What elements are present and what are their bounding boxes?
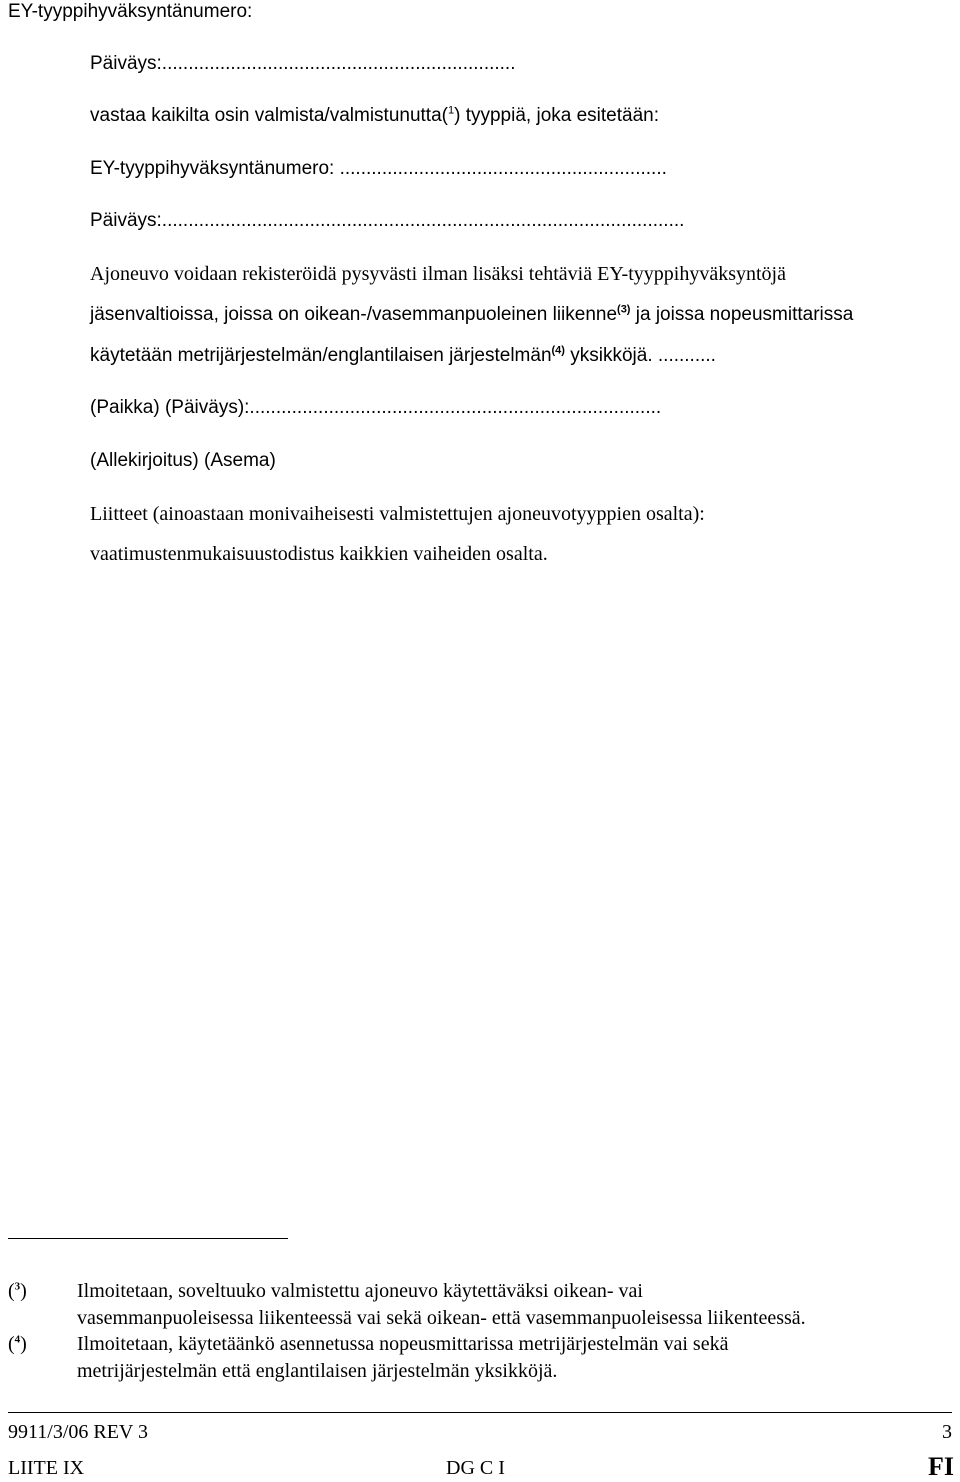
footnote-4-marker: ($^4$) xyxy=(8,1333,27,1355)
document-reference: 9911/3/06 REV 3 xyxy=(8,1421,149,1443)
place-date-line: (Paikka) (Päiväys):.............................................................................. xyxy=(90,397,662,418)
type-approval-number-label-2: EY-tyyppihyväksyntänumero: .............................................................. xyxy=(90,158,667,179)
registration-paragraph-line-2: jäsenvaltioissa, joissa on oikean-/vasemmanpuoleinen liikenne$^{(3)}$ ja joissa nopeusmittarissa xyxy=(90,303,854,325)
footnote-3-marker: ($^3$) xyxy=(8,1280,27,1302)
date-line-1 xyxy=(90,52,516,76)
type-approval-number-line-top xyxy=(8,0,252,24)
signature-position-line: (Allekirjoitus) (Asema) xyxy=(90,450,276,471)
footnote-ref-4: (4) xyxy=(551,344,565,357)
footnote-separator xyxy=(8,1238,288,1239)
attachments-line-2: vaatimustenmukaisuustodistus kaikkien vaiheiden osalta. xyxy=(90,543,548,565)
date-label-2: Päiväys:................................................................................................... xyxy=(90,210,685,231)
footer-separator xyxy=(8,1412,952,1413)
directorate-label: DG C I xyxy=(446,1457,505,1479)
annex-label: LIITE IX xyxy=(8,1457,85,1479)
footnote-4-line-1: Ilmoitetaan, käytetäänkö asennetussa nopeusmittarissa metrijärjestelmän vai sekä xyxy=(77,1333,729,1355)
date-line-2 xyxy=(90,209,684,233)
conformity-statement: vastaa kaikilta osin valmista/valmistunutta($^1$) tyyppiä, joka esitetään: xyxy=(90,104,659,126)
footnote-4-line-2: metrijärjestelmän että englantilaisen järjestelmän yksikköjä. xyxy=(77,1360,558,1382)
page-number: 3 xyxy=(942,1421,952,1443)
footnote-ref-1: 1 xyxy=(447,104,455,117)
footnote-3-line-1: Ilmoitetaan, soveltuuko valmistettu ajoneuvo käytettäväksi oikean- vai xyxy=(77,1280,643,1302)
footnote-3-line-2: vasemmanpuoleisessa liikenteessä vai sekä oikean- että vasemmanpuoleisessa liikenteessä. xyxy=(77,1307,806,1329)
attachments-line-1: Liitteet (ainoastaan monivaiheisesti valmistettujen ajoneuvotyyppien osalta): xyxy=(90,503,705,525)
language-code: FI xyxy=(928,1452,954,1481)
registration-paragraph-line-3: käytetään metrijärjestelmän/englantilaisen järjestelmän$^{(4)}$ yksikköjä. ........... xyxy=(90,344,716,366)
footnote-ref-3: (3) xyxy=(617,303,631,316)
date-label-1: Päiväys:................................................................... xyxy=(90,53,516,74)
type-approval-number-line-2 xyxy=(90,157,667,181)
type-approval-number-label: EY-tyyppihyväksyntänumero: xyxy=(8,1,253,22)
registration-paragraph-line-1: Ajoneuvo voidaan rekisteröidä pysyvästi ilman lisäksi tehtäviä EY-tyyppihyväksyntöjä xyxy=(90,263,786,285)
